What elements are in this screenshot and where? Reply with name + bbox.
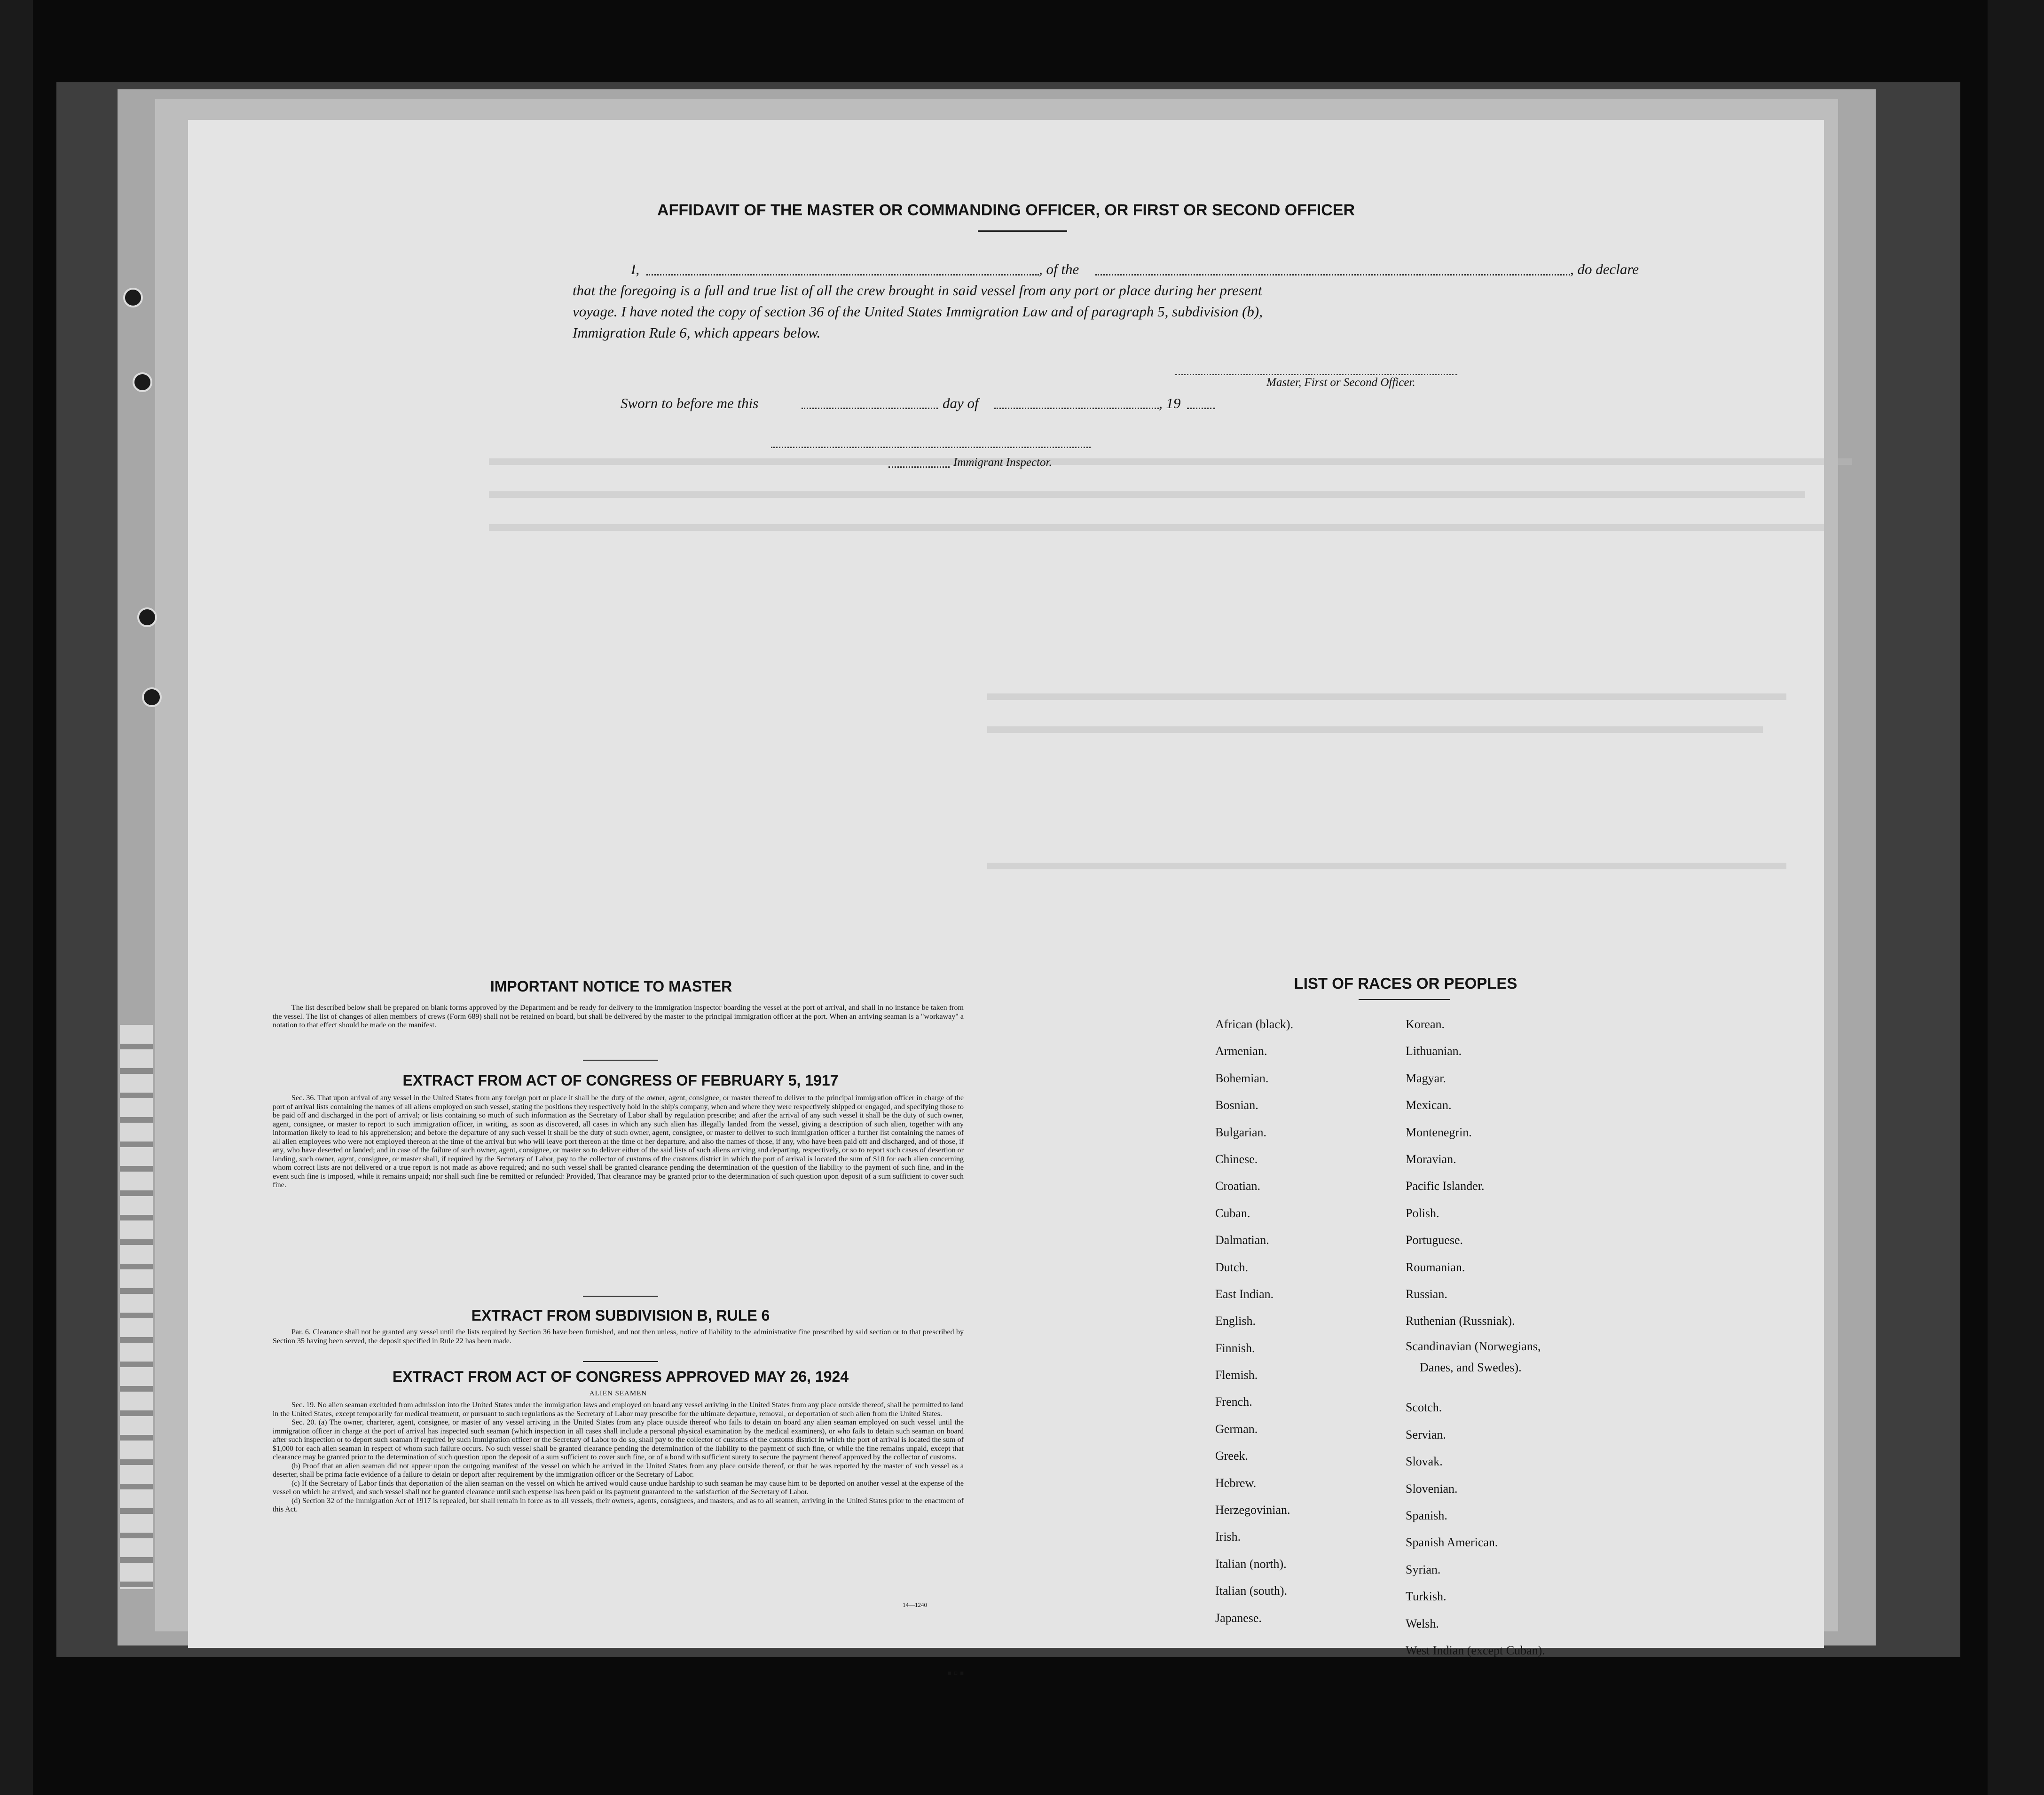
race-item: French. — [1215, 1395, 1252, 1409]
bleed-through — [489, 491, 1805, 498]
sworn-month-blank — [994, 408, 1159, 409]
section-20c-paragraph: (c) If the Secretary of Labor finds that deportation of the alien seaman on the vessel on which he arrived would cause undue hardship to such seaman he may cause him to be deported on another vessel at the expense of the vessel on which he arrived, and such vessel shall not be granted clearance until such expense has been paid or its payment guaranteed to the satisfaction of the Secretary of Labor. — [273, 1479, 964, 1496]
inspector-label: Immigrant Inspector. — [953, 456, 1052, 469]
notice-heading: IMPORTANT NOTICE TO MASTER — [490, 978, 732, 995]
race-item: German. — [1215, 1422, 1258, 1436]
extract-1917-heading: EXTRACT FROM ACT OF CONGRESS OF FEBRUARY 5, 1917 — [402, 1072, 839, 1089]
race-item: English. — [1215, 1314, 1256, 1328]
affidavit-line-1: that the foregoing is a full and true list of all the crew brought in said vessel from any port or place during her present — [573, 282, 1262, 299]
section-36-paragraph: Sec. 36. That upon arrival of any vessel in the United States from any foreign port or place it shall be the duty of the owner, agent, consignee, or master thereof to deliver to the principal immigration officer in charge of the port of arrival lists containing the names of all aliens employed on such vessel, stating the positions they respectively hold in the ship's company, when and where they were respectively shipped or engaged, and specifying those to be paid off and discharged in the port of arrival; or lists containing so much of such information as the Secretary of Labor shall by regulation prescribe; and after the arrival of any such vessel it shall be the duty of such owner, agent, consignee, or master to report to such immigration officer, in writing, as soon as discovered, all cases in which any such alien has illegally landed from the vessel, giving a description of such alien, together with any information likely to lead to his apprehension; and before the departure of any such vessel it shall be the duty of such owner, agent, consignee, or master to deliver to such immigration officer a further list containing the names of all alien employees who were not employed thereon at the time of the arrival but who will leave port thereon at the time of her departure, and also the names of those, if any, who have been paid off and discharged, and of those, if any, who have deserted or landed; and in case of the failure of such owner, agent, consignee, or master so to deliver either of the said lists of such aliens arriving and departing, respectively, or so to report such cases of desertion or landing, such owner, agent, consignee, or master shall, if required by the Secretary of Labor, pay to the collector of customs of the customs district in which the port of arrival is located the sum of $10 for each alien concerning whom correct lists are not delivered or a true report is not made as above required; and no such vessel shall be granted clearance pending the determination of the question of the liability to the payment of such fine, and in the event such fine is imposed, while it remains unpaid; nor shall such fine be remitted or refunded: Provided, That clearance may be granted prior to the determination of such question upon deposit of a sum sufficient to cover such fine. — [273, 1094, 964, 1189]
section-rule — [583, 1361, 658, 1362]
race-item: Ruthenian (Russniak). — [1406, 1314, 1515, 1328]
race-item: Pacific Islander. — [1406, 1179, 1485, 1193]
race-item: Spanish. — [1406, 1509, 1447, 1523]
race-item: Bulgarian. — [1215, 1125, 1267, 1139]
sworn-day: day of — [943, 395, 979, 411]
signature-blank — [1175, 374, 1457, 375]
heading-rule — [978, 230, 1067, 232]
race-item: Portuguese. — [1406, 1233, 1463, 1247]
race-item: East Indian. — [1215, 1287, 1274, 1301]
race-item: Mexican. — [1406, 1098, 1452, 1112]
race-item: Polish. — [1406, 1206, 1439, 1220]
race-item: Dalmatian. — [1215, 1233, 1269, 1247]
race-item: Greek. — [1215, 1449, 1249, 1463]
race-item: Cuban. — [1215, 1206, 1250, 1220]
race-item: Danes, and Swedes). — [1420, 1361, 1522, 1375]
race-item: Bosnian. — [1215, 1098, 1258, 1112]
race-item: African (black). — [1215, 1017, 1294, 1031]
sworn-prefix: Sworn to before me this — [621, 395, 759, 411]
name-blank — [646, 274, 1039, 276]
section-20d-paragraph: (d) Section 32 of the Immigration Act of 1917 is repealed, but shall remain in force as to all vessels, their owners, agents, consignees, and masters, and as to all seamen, arriving in the United States prior to the enactment of this Act. — [273, 1496, 964, 1513]
sworn-date-blank — [802, 408, 938, 409]
signature-label: Master, First or Second Officer. — [1266, 376, 1415, 389]
notice-paragraph: The list described below shall be prepared on blank forms approved by the Department and be ready for delivery to the immigration inspector boarding the vessel at the port of arrival, and shall in no instance be taken from the vessel. The list of changes of alien members of crews (Form 689) shall not be retained on board, but shall be delivered by the master to the principal immigration officer at the port. When an arriving seaman is a "workaway" a notation to that effect should be made on the manifest. — [273, 1004, 964, 1029]
affidavit-heading: AFFIDAVIT OF THE MASTER OR COMMANDING OFFICER, OR FIRST OR SECOND OFFICER — [657, 201, 1355, 219]
bleed-through — [987, 726, 1763, 733]
affidavit-line-3: Immigration Rule 6, which appears below. — [573, 324, 821, 341]
subdivision-heading: EXTRACT FROM SUBDIVISION B, RULE 6 — [471, 1307, 770, 1324]
section-rule — [583, 1060, 658, 1061]
race-item: Roumanian. — [1406, 1260, 1465, 1274]
sworn-year-blank — [1187, 408, 1215, 409]
race-item: Chinese. — [1215, 1152, 1258, 1166]
affidavit-of-the: , of the — [1039, 261, 1079, 277]
race-item: Irish. — [1215, 1530, 1241, 1544]
race-item: Flemish. — [1215, 1368, 1258, 1382]
race-item: Syrian. — [1406, 1562, 1441, 1576]
race-item: Turkish. — [1406, 1590, 1447, 1604]
races-rule — [1359, 999, 1450, 1000]
paragraph-6: Par. 6. Clearance shall not be granted any vessel until the lists required by Section 36 have been furnished, and not then unless, notice of liability to the administrative fine prescribed by said section or to that prescribed by Section 35 having been served, the deposit specified in Rule 22 has been made. — [273, 1328, 964, 1345]
race-item: Armenian. — [1215, 1044, 1267, 1058]
race-item: Croatian. — [1215, 1179, 1261, 1193]
affidavit-do-declare: , do declare — [1570, 261, 1639, 277]
race-item: Italian (south). — [1215, 1584, 1288, 1598]
inspector-signature-blank — [771, 447, 1091, 448]
subdivision-text — [273, 1328, 964, 1346]
binder-hole — [133, 372, 152, 392]
race-item: Welsh. — [1406, 1616, 1439, 1630]
notice-text — [273, 1004, 964, 1030]
race-item: Bohemian. — [1215, 1071, 1269, 1085]
scan-right-edge — [1988, 0, 2044, 1795]
race-item: Servian. — [1406, 1427, 1446, 1441]
form-number: 14—1240 — [903, 1601, 927, 1608]
race-item: Hebrew. — [1215, 1476, 1257, 1490]
binder-hole — [123, 288, 143, 307]
race-item: Russian. — [1406, 1287, 1447, 1301]
section-rule — [583, 1296, 658, 1297]
races-heading: LIST OF RACES OR PEOPLES — [1294, 975, 1517, 992]
bleed-through — [987, 693, 1786, 700]
index-tabs — [120, 1025, 153, 1589]
page-mark: ▪▫▪ — [947, 1666, 966, 1680]
race-item: Lithuanian. — [1406, 1044, 1462, 1058]
race-item: Magyar. — [1406, 1071, 1446, 1085]
binder-hole — [142, 687, 162, 707]
race-item: Japanese. — [1215, 1611, 1262, 1625]
alien-seamen-subheading: ALIEN SEAMEN — [589, 1390, 647, 1397]
affidavit-line-2: voyage. I have noted the copy of section 36 of the United States Immigration Law and of paragraph 5, subdivision (b), — [573, 303, 1263, 320]
section-20b-paragraph: (b) Proof that an alien seaman did not appear upon the outgoing manifest of the vessel on which he arrived in the United States from any place outside thereof, or that he was reported by the master of such vessel as a deserter, shall be prima facie evidence of a failure to detain or deport after requirement by the immigration officer or the Secretary of Labor. — [273, 1462, 964, 1479]
race-item: West Indian (except Cuban). — [1406, 1643, 1545, 1657]
inspector-blank — [888, 466, 950, 468]
sworn-year: , 19 — [1159, 395, 1181, 411]
race-item: Dutch. — [1215, 1260, 1249, 1274]
bleed-through — [987, 863, 1786, 869]
scan-left-edge — [0, 0, 33, 1795]
section-20a-paragraph: Sec. 20. (a) The owner, charterer, agent, consignee, or master of any vessel arriving in the United States from any place outside thereof who fails to detain on board any alien seaman employed on such vessel until the immigration officer in charge at the port of arrival has inspected such seaman (which inspection in all cases shall include a personal physical examination by the medical examiners), or who fails to detain such seaman on board after such inspection or to deport such seaman if required by such immigration officer or the Secretary of Labor to do so, shall pay to the collector of customs of the customs district in which the port of arrival is located the sum of $1,000 for each alien seaman in respect of whom such failure occurs. No such vessel shall be granted clearance pending the determination of the liability to the payment of such fine, or while the fine remains unpaid, except that clearance may be granted prior to the determination of such question upon the deposit of a sum sufficient to cover such fine, or of a bond with sufficient surety to secure the payment thereof approved by the collector of customs. — [273, 1418, 964, 1461]
race-item: Slovenian. — [1406, 1481, 1458, 1496]
vessel-blank — [1095, 274, 1570, 276]
document-page — [188, 120, 1824, 1680]
section-19-paragraph: Sec. 19. No alien seaman excluded from admission into the United States under the immigration laws and employed on board any vessel arriving in the United States from any place outside thereof, shall be permitted to land in the United States, except temporarily for medical treatment, or pursuant to such regulations as the Secretary of Labor may prescribe for the ultimate departure, removal, or deportation of such alien from the United States. — [273, 1401, 964, 1418]
races-right-column — [1406, 1011, 1545, 1664]
race-item: Herzegovinian. — [1215, 1503, 1290, 1517]
race-item: Scotch. — [1406, 1401, 1442, 1415]
bleed-through — [489, 458, 1852, 465]
race-item: Spanish American. — [1406, 1535, 1498, 1550]
affidavit-i: I, — [631, 261, 640, 277]
race-item: Italian (north). — [1215, 1557, 1287, 1571]
binder-hole — [137, 607, 157, 627]
race-item: Scandinavian (Norwegians, — [1406, 1339, 1541, 1353]
race-item: Finnish. — [1215, 1341, 1255, 1355]
extract-1917-text — [273, 1094, 964, 1190]
extract-1924-heading: EXTRACT FROM ACT OF CONGRESS APPROVED MAY 26, 1924 — [392, 1368, 849, 1385]
race-item: Korean. — [1406, 1017, 1445, 1031]
race-item: Slovak. — [1406, 1455, 1443, 1469]
extract-1924-text — [273, 1401, 964, 1514]
race-item: Montenegrin. — [1406, 1125, 1472, 1139]
race-item: Moravian. — [1406, 1152, 1456, 1166]
bleed-through — [489, 524, 1829, 531]
races-left-column — [1215, 1011, 1293, 1631]
